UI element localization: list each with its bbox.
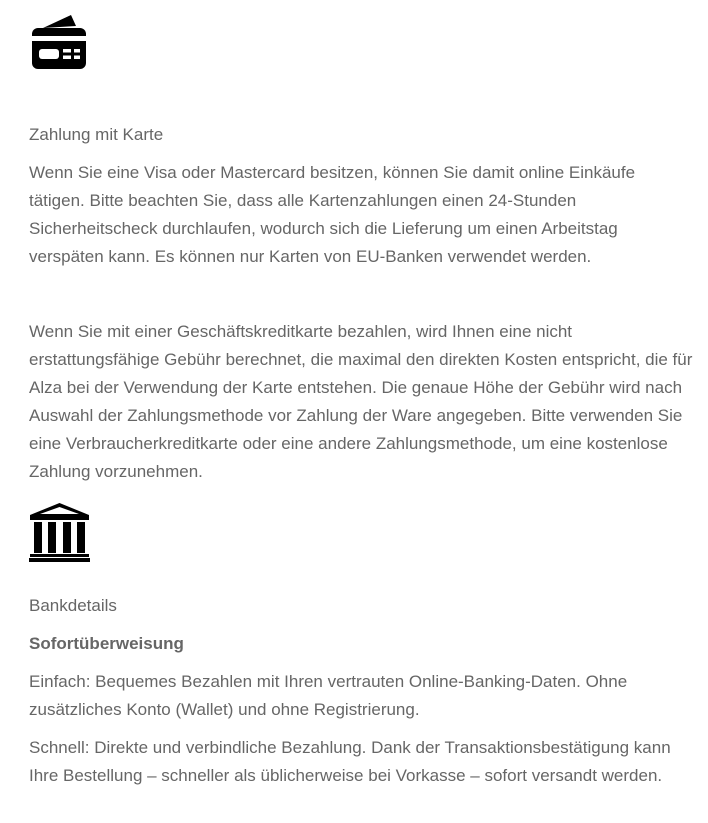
card-paragraph-1: Wenn Sie eine Visa oder Mastercard besitzen, können Sie damit online Einkäufe tätigen. Bitte beachten Sie, dass alle Kartenzahlungen einen 24-Stunden Sicherheitscheck durchlaufen, wodurch sich die Lieferung um einen Arbeitstag verspäten kann. Es können nur Karten von EU-Banken verwendet werden. (29, 163, 636, 266)
bank-paragraph-2: Schnell: Direkte und verbindliche Bezahlung. Dank der Transaktionsbestätigung kann Ihre Bestellung – schneller als üblicherweise bei Vorkasse – sofort versandt werden. (29, 738, 671, 785)
bank-section-subtitle: Sofortüberweisung (29, 634, 184, 653)
card-section-title: Zahlung mit Karte (29, 125, 164, 144)
bank-icon (29, 502, 90, 563)
bank-section-title: Bankdetails (29, 596, 117, 615)
credit-card-icon (31, 14, 87, 70)
card-paragraph-2: Wenn Sie mit einer Geschäftskreditkarte bezahlen, wird Ihnen eine nicht erstattungsfähige Gebühr berechnet, die maximal den direkten Kosten entspricht, die für Alza bei der Verwendung der Karte entstehen. Die genaue Höhe der Gebühr wird nach Auswahl der Zahlungsmethode vor Zahlung der Ware angegeben. Bitte verwenden Sie eine Verbraucherkreditkarte oder eine andere Zahlungsmethode, um eine kostenlose Zahlung vorzunehmen. (29, 322, 693, 481)
bank-paragraph-1: Einfach: Bequemes Bezahlen mit Ihren vertrauten Online-Banking-Daten. Ohne zusätzliches Konto (Wallet) und ohne Registrierung. (29, 672, 628, 719)
